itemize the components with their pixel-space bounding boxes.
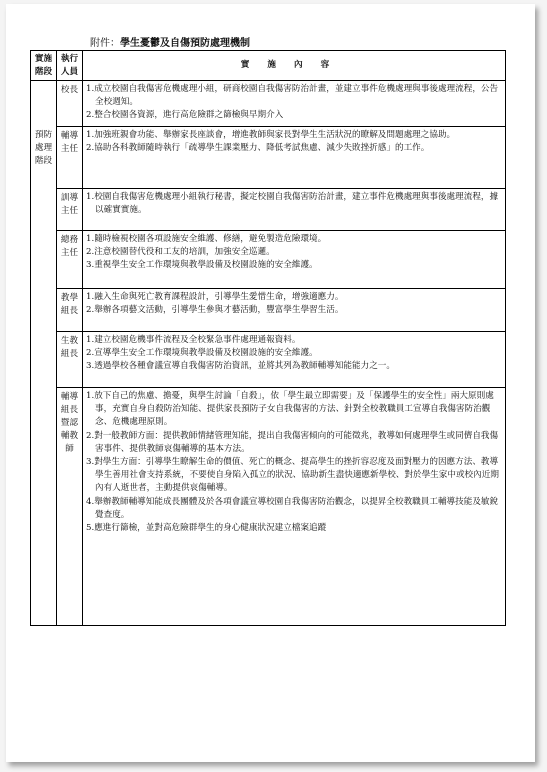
list-item: 2.注意校園替代役和工友的培訓，加強安全巡邏。 [86,247,275,258]
stage-cell: 預防處理階段 [31,81,57,626]
content-cell [83,388,506,626]
executor-cell: 訓導主任 [57,189,83,231]
header-stage: 實施階段 [31,51,57,81]
executor-cell: 總務主任 [57,231,83,289]
list-item: 1.建立校園危機事件流程及全校緊急事件處理通報資料。 [86,335,301,345]
list-item: 1.融入生命與死亡教育課程設計，引導學生愛惜生命，增強適應力。 [86,292,344,302]
document-header [90,37,250,50]
executor-cell: 輔導組長暨認輔教師 [57,388,83,626]
document-title: 學生憂鬱及自傷預防處理機制 [120,38,250,49]
executor-cell: 輔導主任 [57,127,83,189]
content-cell [83,127,506,189]
list-item: 1.加強班親會功能、舉辦家長座談會，增進教師與家長對學生生活狀況的瞭解及問題處理之協助。 [86,130,456,140]
list-item: 1.放下自己的焦慮、擔憂，與學生討論「自殺」，依「學生最立即需要」及「保護學生的安全性」兩大原則處事，充實自身自殺防治知能、提供家長預防子女自我傷害的方法、針對全校教職員工宣導自我傷害防治觀念、危機處理原則。 [86,391,494,428]
list-item: 5.應進行篩檢，並對高危險群學生的身心健康狀況建立檔案追蹤 [86,523,327,534]
list-item: 2.對一般教師方面：提供教師情緒管理知能，提出自我傷害傾向的可能徵兆，教導如何處理學生或同儕自我傷害事件、提供教師哀傷輔導的基本方法。 [86,430,499,454]
content-cell [83,189,506,231]
list-item: 1.隨時檢視校園各項設施安全維護、修繕，避免製造危險環境。 [86,234,327,244]
header-content: 實施內容 [83,51,506,81]
list-item: 3.透過學校各種會議宣導自我傷害防治資訊，並將其列為教師輔導知能能力之一。 [86,361,395,372]
list-item: 3.重視學生安全工作環境與教學設備及校園設施的安全維護。 [86,260,318,271]
list-item: 2.宣導學生安全工作環境與教學設備及校園設施的安全維護。 [86,348,318,359]
list-item: 1.校園自我傷害危機處理小組執行秘書，擬定校園自我傷害防治計畫，建立事件危機處理與事後處理流程，據以確實實施。 [86,192,499,216]
prevention-plan-table [30,50,506,626]
content-cell [83,81,506,127]
header-prefix: 附件： [90,38,120,49]
executor-cell: 校長 [57,81,83,127]
list-item: 1.成立校園自我傷害危機處理小組，研商校園自我傷害防治計畫，並建立事件危機處理與事後處理流程，公告全校週知。 [86,84,499,108]
executor-cell: 教學組長 [57,289,83,332]
content-cell [83,332,506,388]
content-cell [83,231,506,289]
list-item: 2.整合校園各資源，進行高危險群之篩檢與早期介入 [86,110,284,121]
list-item: 4.舉辦教師輔導知能成長團體及於各項會議宣導校園自我傷害防治觀念，以提昇全校教職員工輔導技能及敏銳覺查度。 [86,496,499,520]
content-cell [83,289,506,332]
list-item: 2.舉辦各項藝文活動，引導學生參與才藝活動，豐富學生學習生活。 [86,305,344,316]
list-item: 3.對學生方面：引導學生瞭解生命的價值、死亡的概念、提高學生的挫折容忍度及面對壓力的因應方法、教導學生善用社會支持系統，不要使自身陷入孤立的狀況、協助新生盡快適應新學校、對於學生家中或校內近期內有人逝世者，主動提供哀傷輔導。 [86,457,499,494]
list-item: 2.協助各科教師隨時執行「疏導學生課業壓力、降低考試焦慮、減少失敗挫折感」的工作。 [86,143,430,154]
executor-cell: 生教組長 [57,332,83,388]
header-executor: 執行人員 [57,51,83,81]
